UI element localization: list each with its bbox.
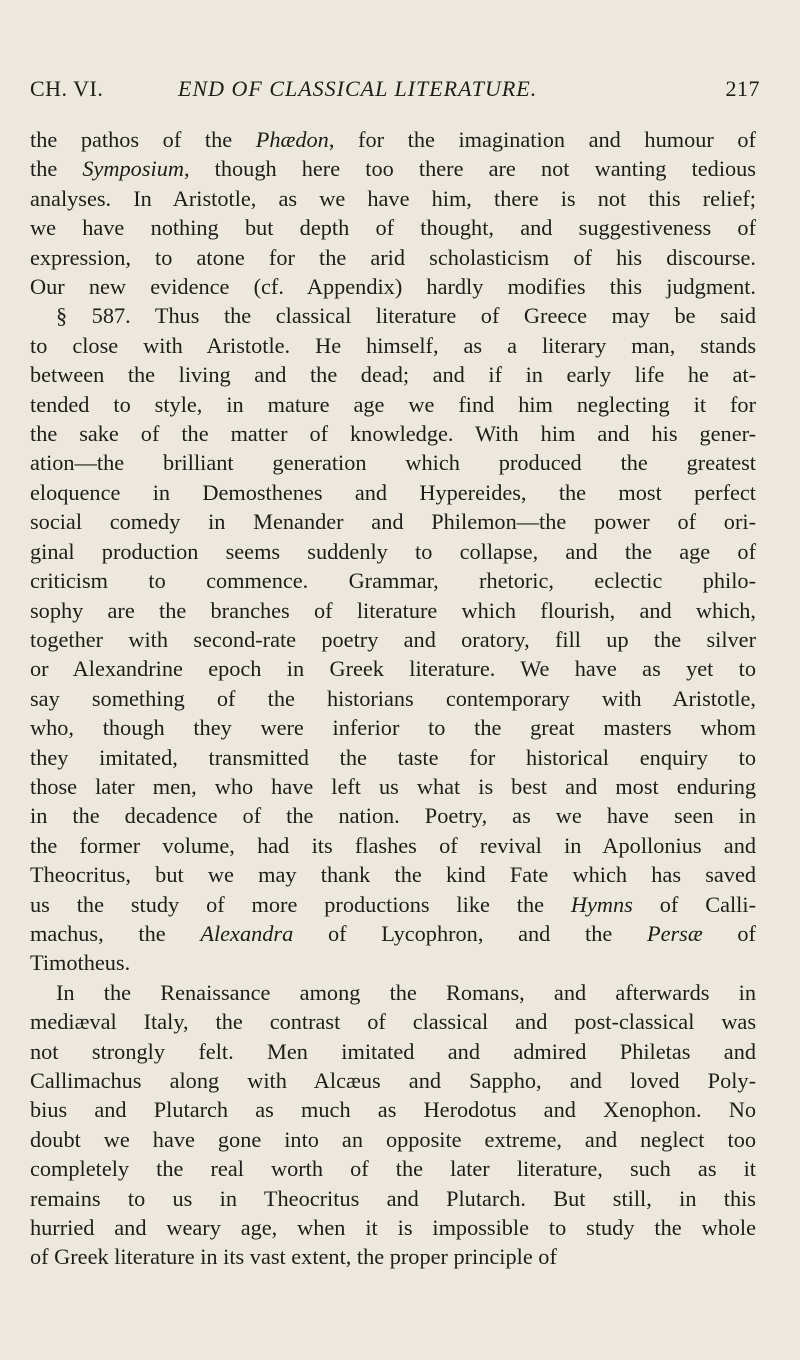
italic-title: Symposium xyxy=(82,156,184,182)
page-number: 217 xyxy=(725,76,760,101)
text-line: tended to style, in mature age we find him neglecting it for xyxy=(30,391,756,417)
text-line: Callimachus along with Alcæus and Sappho, and loved Poly- xyxy=(30,1068,756,1093)
text-line: bius and Plutarch as much as Herodotus and Xenophon. No xyxy=(30,1097,756,1123)
text-line: completely the real worth of the later literature, such as it xyxy=(30,1156,756,1182)
text-line: in the decadence of the nation. Poetry, as we have seen in xyxy=(30,803,756,829)
text-line: say something of the historians contemporary with Aristotle, xyxy=(30,685,756,711)
running-header xyxy=(30,76,760,110)
text-line: eloquence in Demosthenes and Hypereides, the most perfect xyxy=(30,479,756,505)
chapter-label: CH. VI. xyxy=(30,76,104,101)
text-line: to close with Aristotle. He himself, as a literary man, stands xyxy=(30,332,756,358)
text-line: not strongly felt. Men imitated and admired Philetas and xyxy=(30,1038,756,1064)
text-line: ation—the brilliant generation which produced the greatest xyxy=(30,450,756,476)
text-line: hurried and weary age, when it is impossible to study the whole xyxy=(30,1215,756,1241)
body-text xyxy=(30,125,756,1272)
text-line: they imitated, transmitted the taste for historical enquiry to xyxy=(30,744,756,770)
text-line: criticism to commence. Grammar, rhetoric, eclectic philo- xyxy=(30,568,756,594)
text-line: § 587. Thus the classical literature of Greece may be said xyxy=(56,303,756,329)
text-line: Our new evidence (cf. Appendix) hardly modifies this judgment. xyxy=(30,274,756,300)
text-line: between the living and the dead; and if in early life he at- xyxy=(30,362,756,388)
text-line: machus, the Alexandra of Lycophron, and the Persæ of xyxy=(30,920,756,946)
text-line: analyses. In Aristotle, as we have him, there is not this relief; xyxy=(30,185,756,211)
text-line: the Symposium, though here too there are not wanting tedious xyxy=(30,156,756,182)
text-line: we have nothing but depth of thought, and suggestiveness of xyxy=(30,215,756,241)
text-line: us the study of more productions like the Hymns of Calli- xyxy=(30,891,756,917)
italic-title: Alexandra xyxy=(200,920,294,946)
text-line: who, though they were inferior to the great masters whom xyxy=(30,715,756,741)
running-title: END OF CLASSICAL LITERATURE. xyxy=(178,76,538,101)
text-line: ginal production seems suddenly to collapse, and the age of xyxy=(30,538,756,564)
text-line: In the Renaissance among the Romans, and afterwards in xyxy=(56,979,756,1005)
text-line: expression, to atone for the arid scholasticism of his discourse. xyxy=(30,244,756,270)
text-line: the pathos of the Phædon, for the imagination and humour of xyxy=(30,127,756,152)
italic-title: Persæ xyxy=(646,920,703,946)
text-line: mediæval Italy, the contrast of classical and post-classical was xyxy=(30,1009,756,1035)
text-line: together with second-rate poetry and oratory, fill up the silver xyxy=(30,626,756,652)
italic-title: Phædon xyxy=(255,127,329,152)
text-line: the sake of the matter of knowledge. With him and his gener- xyxy=(30,421,756,447)
text-line: Timotheus. xyxy=(30,950,131,976)
text-line: the former volume, had its flashes of revival in Apollonius and xyxy=(30,832,756,858)
text-line: or Alexandrine epoch in Greek literature. We have as yet to xyxy=(30,656,756,682)
text-line: sophy are the branches of literature which flourish, and which, xyxy=(30,597,756,623)
text-line: social comedy in Menander and Philemon—the power of ori- xyxy=(30,509,756,535)
text-line: Theocritus, but we may thank the kind Fate which has saved xyxy=(30,862,756,888)
text-line: those later men, who have left us what is best and most enduring xyxy=(30,773,756,799)
text-line: doubt we have gone into an opposite extreme, and neglect too xyxy=(30,1126,756,1152)
italic-title: Hymns xyxy=(570,891,633,917)
text-line: of Greek literature in its vast extent, the proper principle of xyxy=(30,1244,557,1270)
text-line: remains to us in Theocritus and Plutarch. But still, in this xyxy=(30,1185,756,1211)
